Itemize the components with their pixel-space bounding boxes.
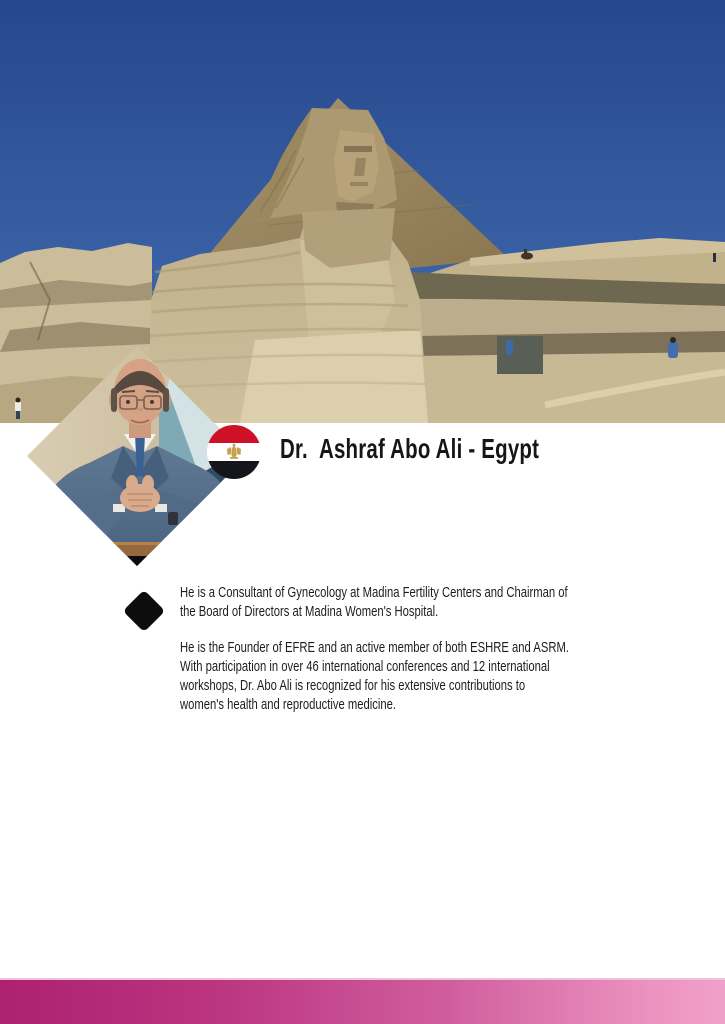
bio-paragraph-2: [180, 638, 569, 714]
wristwatch: [168, 512, 178, 525]
diamond-bullet-icon: [123, 590, 165, 632]
speaker-title: Dr. Ashraf Abo Ali - Egypt: [280, 433, 540, 464]
speaker-bio: [180, 583, 569, 714]
egypt-flag-icon: [207, 425, 261, 479]
bio-line: With participation in over 46 international conferences and 12 international: [180, 658, 550, 675]
sphinx-scene: [0, 0, 725, 423]
footer-accent-bar: [0, 978, 725, 1024]
bio-line: workshops, Dr. Abo Ali is recognized for his extensive contributions to: [180, 677, 526, 694]
bio-line: He is the Founder of EFRE and an active member of both ESHRE and ASRM.: [180, 639, 569, 656]
bio-paragraph-1: [180, 583, 569, 621]
sphinx-pyramid-photo: [0, 0, 725, 423]
bio-line: He is a Consultant of Gynecology at Madina Fertility Centers and Chairman of: [180, 584, 568, 601]
bio-line: the Board of Directors at Madina Women's Hospital.: [180, 603, 439, 620]
bio-line: women's health and reproductive medicine.: [180, 696, 397, 713]
